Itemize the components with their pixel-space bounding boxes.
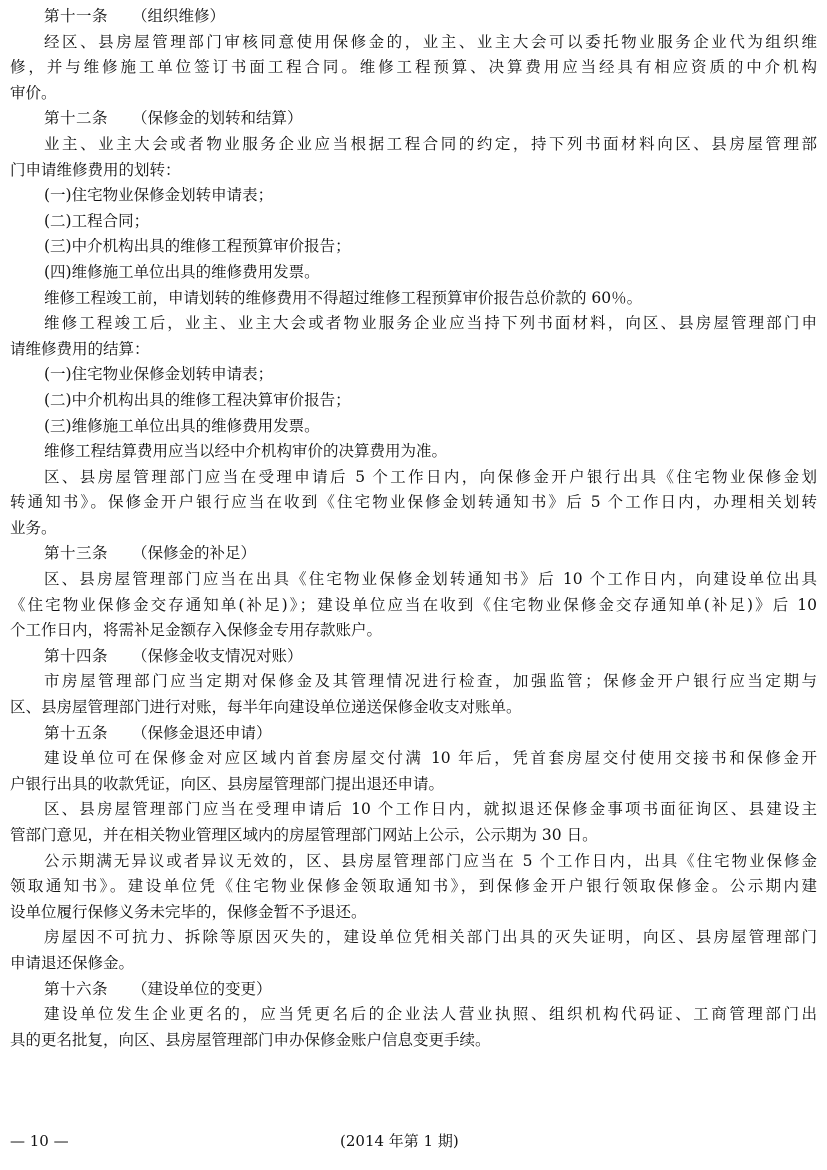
text-line: 经区、县房屋管理部门审核同意使用保修金的，业主、业主大会可以委托物业服务企业代为组织维 [44, 32, 817, 51]
article-number: 第十六条 [44, 979, 109, 998]
article-number: 第十三条 [44, 544, 109, 563]
article-number: 第十一条 [44, 7, 109, 25]
text-line: 户银行出具的收款凭证，向区、县房屋管理部门提出退还申请。 [10, 774, 445, 793]
paragraph [10, 669, 817, 720]
text-line: (三)维修施工单位出具的维修费用发票。 [44, 416, 320, 435]
paragraph [10, 746, 817, 797]
text-line: 管部门意见，并在相关物业管理区域内的房屋管理部门网站上公示，公示期为 30 日。 [10, 826, 598, 844]
text-line: (二)中介机构出具的维修工程决算审价报告； [44, 390, 351, 409]
article-section [10, 4, 817, 106]
paragraph [10, 362, 817, 388]
article-section [10, 541, 817, 643]
paragraph [10, 1002, 817, 1053]
paragraph [10, 849, 817, 926]
article-heading [10, 644, 817, 670]
text-line: 公示期满无异议或者异议无效的，区、县房屋管理部门应当在 5 个工作日内，出具《住宅物业保修金 [44, 851, 817, 870]
text-line: 业务。 [10, 518, 57, 537]
article-heading [10, 977, 817, 1003]
article-title: （组织维修） [132, 7, 226, 25]
article-heading [10, 721, 817, 747]
paragraph [10, 567, 817, 644]
text-line: 请维修费用的结算： [10, 339, 150, 358]
paragraph [10, 132, 817, 183]
article-heading [10, 4, 817, 30]
text-line: 门申请维修费用的划转： [10, 160, 181, 179]
page-footer [0, 1127, 827, 1155]
text-line: 区、县房屋管理部门进行对账，每半年向建设单位递送保修金收支对账单。 [10, 698, 522, 717]
paragraph [10, 925, 817, 976]
article-heading [10, 541, 817, 567]
article-title: （保修金的补足） [132, 544, 257, 563]
paragraph [10, 465, 817, 542]
paragraph [10, 439, 817, 465]
text-line: (二)工程合同； [44, 211, 150, 230]
paragraph [10, 797, 817, 848]
article-number: 第十五条 [44, 723, 109, 742]
paragraph [10, 311, 817, 362]
text-line: (三)中介机构出具的维修工程预算审价报告； [44, 237, 351, 256]
page-number: — 10 — [10, 1132, 69, 1150]
text-line: 领取通知书》。建设单位凭《住宅物业保修金领取通知书》，到保修金开户银行领取保修金。公示期内建 [10, 877, 817, 896]
text-line: 房屋因不可抗力、拆除等原因灭失的，建设单位凭相关部门出具的灭失证明，向区、县房屋管理部门 [44, 928, 817, 947]
issue-label: (2014 年第 1 期) [340, 1132, 459, 1150]
paragraph [10, 286, 817, 312]
text-line: 维修工程竣工后，业主、业主大会或者物业服务企业应当持下列书面材料，向区、县房屋管理部门申 [44, 314, 817, 333]
paragraph [10, 183, 817, 209]
paragraph [10, 209, 817, 235]
text-line: 建设单位可在保修金对应区域内首套房屋交付满 10 年后，凭首套房屋交付使用交接书和保修金开 [44, 749, 817, 768]
text-line: 区、县房屋管理部门应当在出具《住宅物业保修金划转通知书》后 10 个工作日内，向建设单位出具 [44, 570, 817, 589]
paragraph [10, 388, 817, 414]
text-line: 个工作日内，将需补足金额存入保修金专用存款账户。 [10, 621, 383, 640]
text-line: 市房屋管理部门应当定期对保修金及其管理情况进行检查，加强监管；保修金开户银行应当定期与 [44, 672, 817, 691]
text-line: 建设单位发生企业更名的，应当凭更名后的企业法人营业执照、组织机构代码证、工商管理部门出 [44, 1005, 817, 1024]
article-title: （保修金收支情况对账） [132, 646, 303, 665]
article-section [10, 644, 817, 721]
text-line: 设单位履行保修义务未完毕的，保修金暂不予退还。 [10, 902, 367, 921]
paragraph [10, 414, 817, 440]
text-line: 具的更名批复，向区、县房屋管理部门申办保修金账户信息变更手续。 [10, 1030, 491, 1049]
document-body [10, 4, 817, 1053]
article-section [10, 721, 817, 977]
paragraph [10, 234, 817, 260]
text-line: (一)住宅物业保修金划转申请表； [44, 365, 274, 384]
article-section [10, 106, 817, 541]
article-heading [10, 106, 817, 132]
article-title: （建设单位的变更） [132, 979, 272, 998]
text-line: 业主、业主大会或者物业服务企业应当根据工程合同的约定，持下列书面材料向区、县房屋管理部 [44, 134, 817, 153]
text-line: (一)住宅物业保修金划转申请表； [44, 186, 274, 205]
text-line: 区、县房屋管理部门应当在受理申请后 10 个工作日内，就拟退还保修金事项书面征询区、县建设主 [44, 800, 817, 819]
article-number: 第十二条 [44, 109, 109, 128]
text-line: 维修工程结算费用应当以经中介机构审价的决算费用为准。 [44, 442, 448, 461]
paragraph [10, 30, 817, 107]
text-line: 审价。 [10, 83, 57, 102]
paragraph [10, 260, 817, 286]
text-line: 修，并与维修施工单位签订书面工程合同。维修工程预算、决算费用应当经具有相应资质的中介机构 [10, 58, 817, 77]
text-line: 维修工程竣工前，申请划转的维修费用不得超过维修工程预算审价报告总价款的 60％。 [44, 288, 643, 307]
text-line: 《住宅物业保修金交存通知单(补足)》；建设单位应当在收到《住宅物业保修金交存通知单(补足)》后 10 [10, 595, 817, 614]
article-title: （保修金的划转和结算） [132, 109, 303, 128]
text-line: (四)维修施工单位出具的维修费用发票。 [44, 262, 320, 281]
article-title: （保修金退还申请） [132, 723, 272, 742]
text-line: 区、县房屋管理部门应当在受理申请后 5 个工作日内，向保修金开户银行出具《住宅物业保修金划 [44, 467, 817, 486]
article-section [10, 977, 817, 1054]
text-line: 申请退还保修金。 [10, 953, 135, 972]
article-number: 第十四条 [44, 646, 109, 665]
text-line: 转通知书》。保修金开户银行应当在收到《住宅物业保修金划转通知书》后 5 个工作日内，办理相关划转 [10, 493, 817, 512]
